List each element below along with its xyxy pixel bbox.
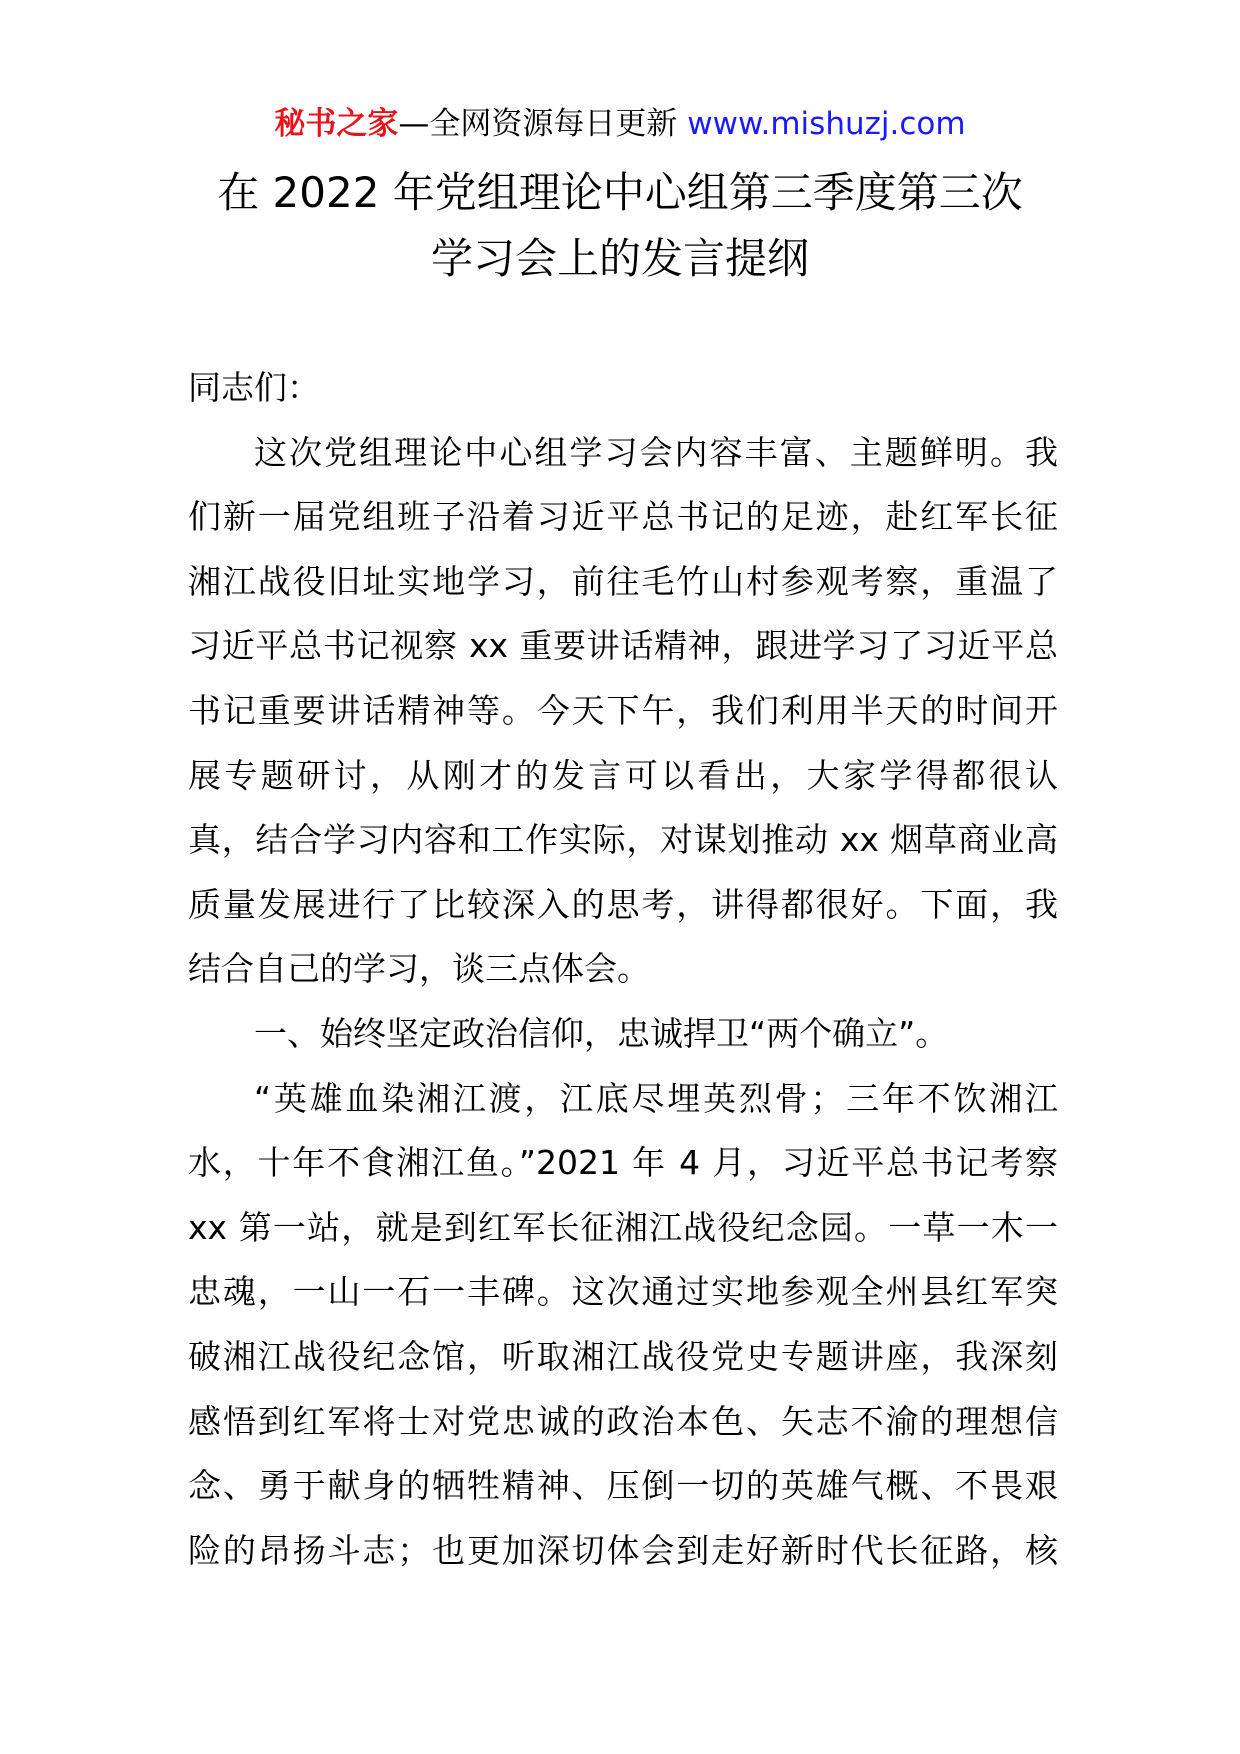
paragraph-line: 们新一届党组班子沿着习近平总书记的足迹，赴红军长征 [188,497,1058,537]
paragraph-line: 险的昂扬斗志；也更加深切体会到走好新时代长征路，核 [188,1530,1058,1570]
paragraph-line: 结合自己的学习，谈三点体会。 [188,949,650,989]
document-title [150,160,1090,292]
paragraph-line: 忠魂，一山一石一丰碑。这次通过实地参观全州县红军突 [188,1272,1058,1312]
paragraph-line: 习近平总书记视察 xx 重要讲话精神，跟进学习了习近平总 [188,626,1058,666]
section-heading: 一、始终坚定政治信仰，忠诚捍卫“两个确立”。 [254,1013,949,1053]
paragraph-line: 这次党组理论中心组学习会内容丰富、主题鲜明。我 [254,432,1058,472]
paragraph-line: 水，十年不食湘江鱼。”2021 年 4 月，习近平总书记考察 [188,1143,1058,1183]
paragraph-line: 质量发展进行了比较深入的思考，讲得都很好。下面，我 [188,884,1058,924]
brand-name: 秘书之家 [274,106,399,142]
site-banner [0,104,1240,144]
paragraph-line: 破湘江战役纪念馆，听取湘江战役党史专题讲座，我深刻 [188,1336,1058,1376]
salutation: 同志们： [188,368,320,407]
title-line-1: 在 2022 年党组理论中心组第三季度第三次 [217,168,1023,217]
paragraph-line: 感悟到红军将士对党忠诚的政治本色、矢志不渝的理想信 [188,1401,1058,1441]
paragraph-line: 展专题研讨，从刚才的发言可以看出，大家学得都很认 [188,755,1058,795]
paragraph-line: 念、勇于献身的牺牲精神、压倒一切的英雄气概、不畏艰 [188,1466,1058,1506]
paragraph-line: 真，结合学习内容和工作实际，对谋划推动 xx 烟草商业高 [188,820,1058,860]
paragraph-line: “英雄血染湘江渡，江底尽埋英烈骨；三年不饮湘江 [254,1078,1058,1118]
paragraph-line: 书记重要讲话精神等。今天下午，我们利用半天的时间开 [188,690,1058,730]
paragraph-line: 湘江战役旧址实地学习，前往毛竹山村参观考察，重温了 [188,561,1058,601]
document-body [188,356,1058,1583]
paragraph-line: xx 第一站，就是到红军长征湘江战役纪念园。一草一木一 [188,1207,1058,1247]
banner-tagline: —全网资源每日更新 [398,106,678,142]
site-url-link[interactable]: www.mishuzj.com [687,106,966,142]
title-line-2: 学习会上的发言提纲 [430,234,809,283]
